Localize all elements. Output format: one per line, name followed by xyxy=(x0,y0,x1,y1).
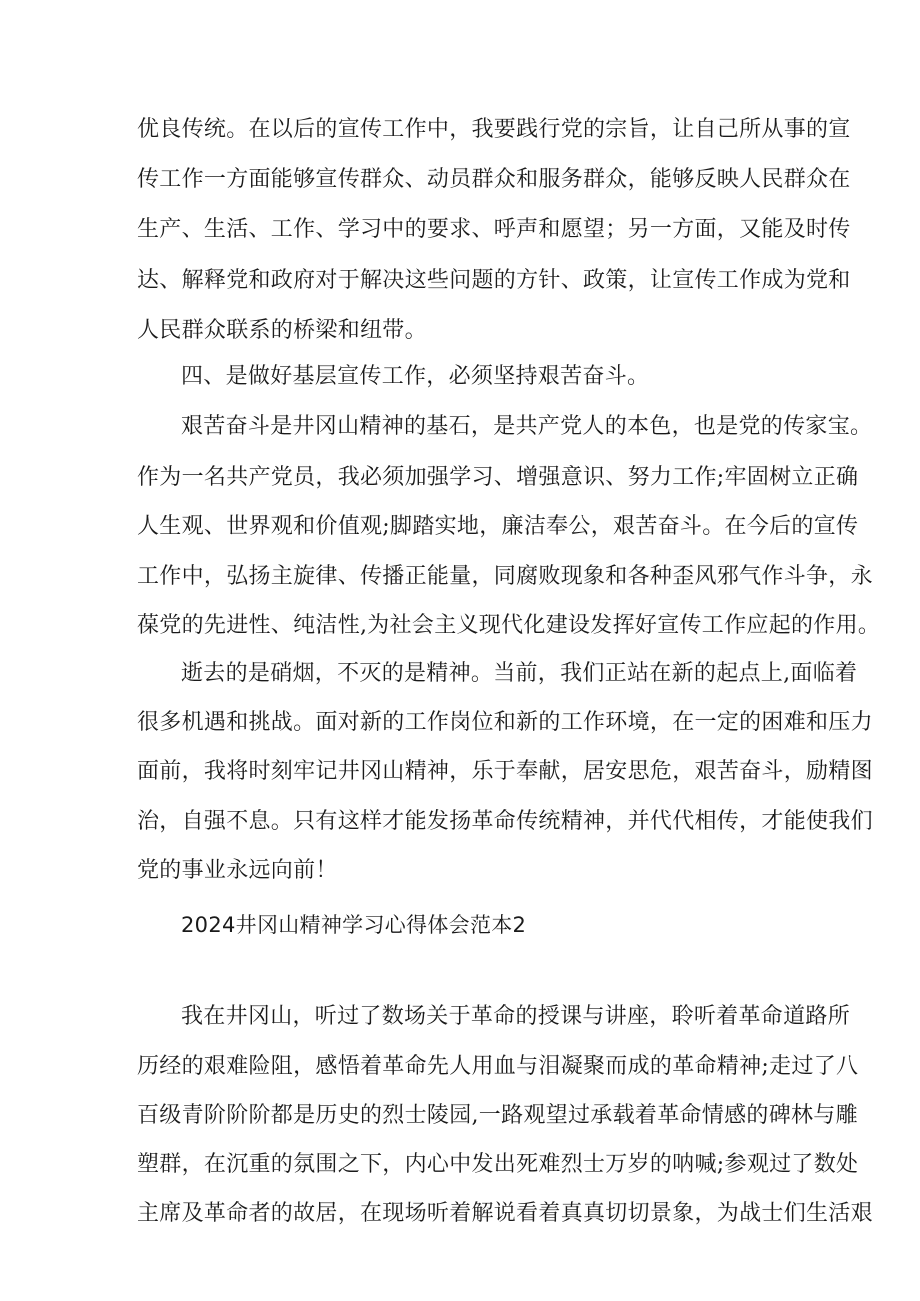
paragraph-start: 我在井冈山，听过了数场关于革命的授课与讲座，聆听着革命道路所 xyxy=(181,1004,851,1029)
text-line: 作为一名共产党员，我必须加强学习、增强意识、努力工作;牢固树立正确 xyxy=(137,465,859,490)
text-line: 工作中，弘扬主旋律、传播正能量，同腐败现象和各种歪风邪气作斗争，永 xyxy=(137,564,873,589)
text-line: 塑群，在沉重的氛围之下，内心中发出死难烈士万岁的呐喊;参观过了数处 xyxy=(137,1152,859,1177)
text-line: 主席及革命者的故居，在现场听着解说看着真真切切景象，为战士们生活艰 xyxy=(137,1201,873,1226)
text-line: 党的事业永远向前！ xyxy=(137,858,338,883)
text-line: 优良传统。在以后的宣传工作中，我要践行党的宗旨，让自己所从事的宣 xyxy=(137,117,851,142)
paragraph-start: 逝去的是硝烟，不灭的是精神。当前，我们正站在新的起点上,面临着 xyxy=(181,661,858,686)
text-line: 生产、生活、工作、学习中的要求、呼声和愿望；另一方面，又能及时传 xyxy=(137,217,851,242)
text-line: 历经的艰难险阻，感悟着革命先人用血与泪凝聚而成的革命精神;走过了八 xyxy=(137,1054,859,1079)
text-line: 面前，我将时刻牢记井冈山精神，乐于奉献，居安思危，艰苦奋斗，励精图 xyxy=(137,759,873,784)
section-heading: 四、是做好基层宣传工作，必须坚持艰苦奋斗。 xyxy=(181,364,650,389)
text-line: 治，自强不息。只有这样才能发扬革命传统精神，并代代相传，才能使我们 xyxy=(137,809,873,834)
text-line: 人生观、世界观和价值观;脚踏实地，廉洁奉公，艰苦奋斗。在今后的宣传 xyxy=(137,514,859,539)
section-title: 2024井冈山精神学习心得体会范本2 xyxy=(181,913,527,937)
text-line: 百级青阶阶阶都是历史的烈士陵园,一路观望过承载着革命情感的碑林与雕 xyxy=(137,1103,858,1128)
text-line: 达、解释党和政府对于解决这些问题的方针、政策，让宣传工作成为党和 xyxy=(137,268,851,293)
text-line: 传工作一方面能够宣传群众、动员群众和服务群众，能够反映人民群众在 xyxy=(137,167,851,192)
text-line: 葆党的先进性、纯洁性,为社会主义现代化建设发挥好宣传工作应起的作用。 xyxy=(137,613,881,638)
text-line: 很多机遇和挑战。面对新的工作岗位和新的工作环境，在一定的困难和压力 xyxy=(137,710,873,735)
paragraph-start: 艰苦奋斗是井冈山精神的基石，是共产党人的本色，也是党的传家宝。 xyxy=(181,414,873,439)
text-line: 人民群众联系的桥梁和纽带。 xyxy=(137,318,427,343)
